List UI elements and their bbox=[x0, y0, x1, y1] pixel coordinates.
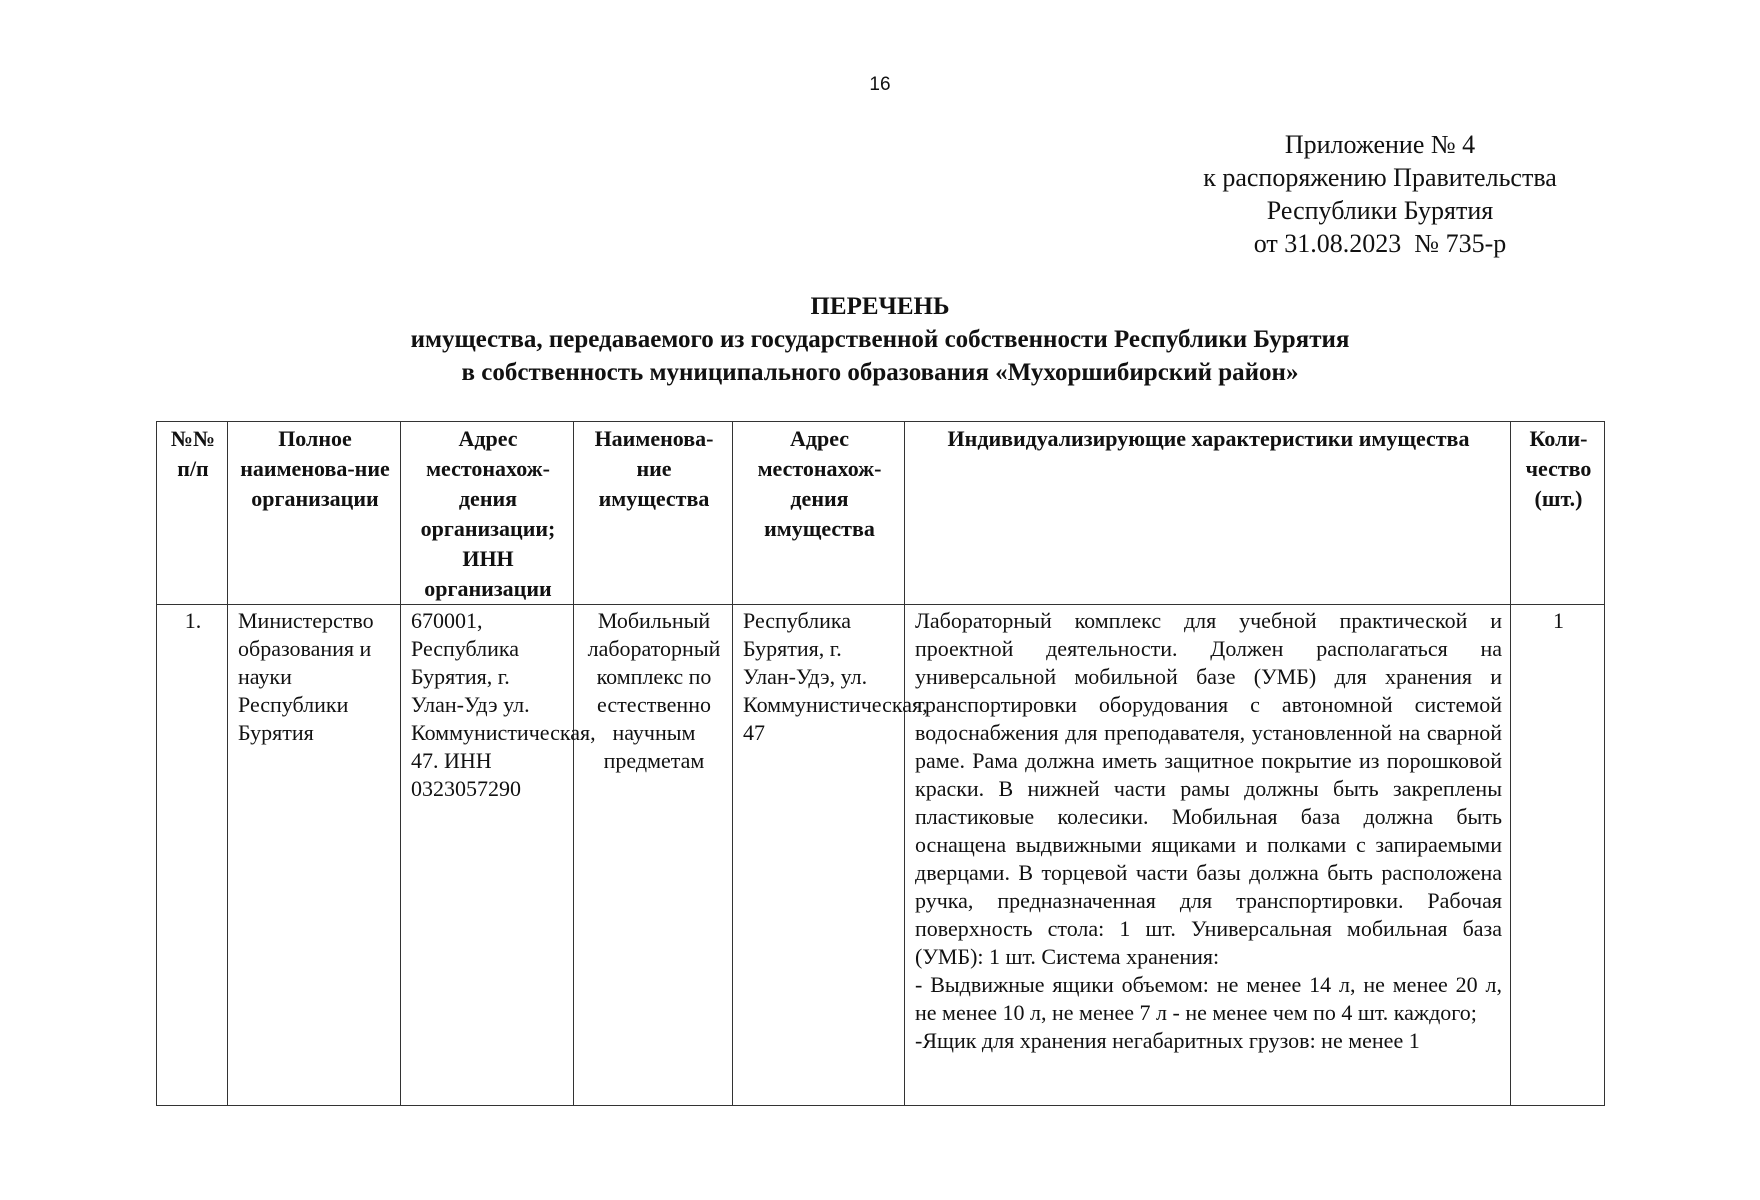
cell-property-name: Мобильный лабораторный комплекс по естественно научным предметам bbox=[574, 605, 733, 1106]
appendix-date-line: от 31.08.2023 № 735-р bbox=[1253, 229, 1507, 258]
header-num: №№ п/п bbox=[157, 422, 228, 605]
appendix-line: Республики Бурятия bbox=[1266, 196, 1494, 225]
header-org-name: Полное наименова-ние организации bbox=[228, 422, 401, 605]
cell-property-address: Республика Бурятия, г. Улан-Удэ, ул. Коммунистическая, 47 bbox=[733, 605, 905, 1106]
cell-org-name: Министерство образования и науки Республики Бурятия bbox=[228, 605, 401, 1106]
characteristics-paragraph: Лабораторный комплекс для учебной практической и проектной деятельности. Должен располагаться на универсальной мобильной базе (УМБ) для хранения и транспортировки оборудования с автономной системой водоснабжения для преподавателя, установленной на сварной раме. Рама должна иметь защитное покрытие из порошковой краски. В нижней части рамы должны быть закреплены пластиковые колесики. Мобильная база должна быть оснащена выдвижными ящиками и полками с запираемыми дверцами. В торцевой части базы должна быть расположена ручка, предназначенная для транспортировки. Рабочая поверхность стола: 1 шт. Универсальная мобильная база (УМБ): 1 шт. Система хранения: bbox=[915, 608, 1502, 969]
cell-num: 1. bbox=[157, 605, 228, 1106]
header-org-address: Адрес местонахож-дения организации; ИНН организации bbox=[401, 422, 574, 605]
cell-org-address: 670001, Республика Бурятия, г. Улан-Удэ ул. Коммунистическая, 47. ИНН 0323057290 bbox=[401, 605, 574, 1106]
appendix-header bbox=[1170, 128, 1590, 260]
table-row bbox=[157, 605, 1605, 1106]
characteristics-text bbox=[915, 607, 1502, 1103]
header-property-name: Наименова-ние имущества bbox=[574, 422, 733, 605]
page-number: 16 bbox=[869, 74, 891, 95]
characteristics-paragraph: -Ящик для хранения негабаритных грузов: не менее 1 bbox=[915, 1028, 1420, 1053]
document-title bbox=[0, 290, 1760, 389]
header-property-address: Адрес местонахож-дения имущества bbox=[733, 422, 905, 605]
cell-characteristics bbox=[905, 605, 1511, 1106]
cell-quantity: 1 bbox=[1511, 605, 1605, 1106]
appendix-line: к распоряжению Правительства bbox=[1203, 163, 1557, 192]
title-main: ПЕРЕЧЕНЬ bbox=[810, 293, 950, 320]
header-characteristics: Индивидуализирующие характеристики имущества bbox=[905, 422, 1511, 605]
table-header-row bbox=[157, 422, 1605, 605]
property-table bbox=[156, 421, 1605, 1106]
characteristics-paragraph: - Выдвижные ящики объемом: не менее 14 л, не менее 20 л, не менее 10 л, не менее 7 л - не менее чем по 4 шт. каждого; bbox=[915, 972, 1502, 1025]
title-line: имущества, передаваемого из государственной собственности Республики Бурятия bbox=[410, 326, 1350, 353]
appendix-line: Приложение № 4 bbox=[1284, 130, 1476, 159]
header-quantity: Коли-чество (шт.) bbox=[1511, 422, 1605, 605]
title-line: в собственность муниципального образования «Мухоршибирский район» bbox=[461, 359, 1299, 386]
